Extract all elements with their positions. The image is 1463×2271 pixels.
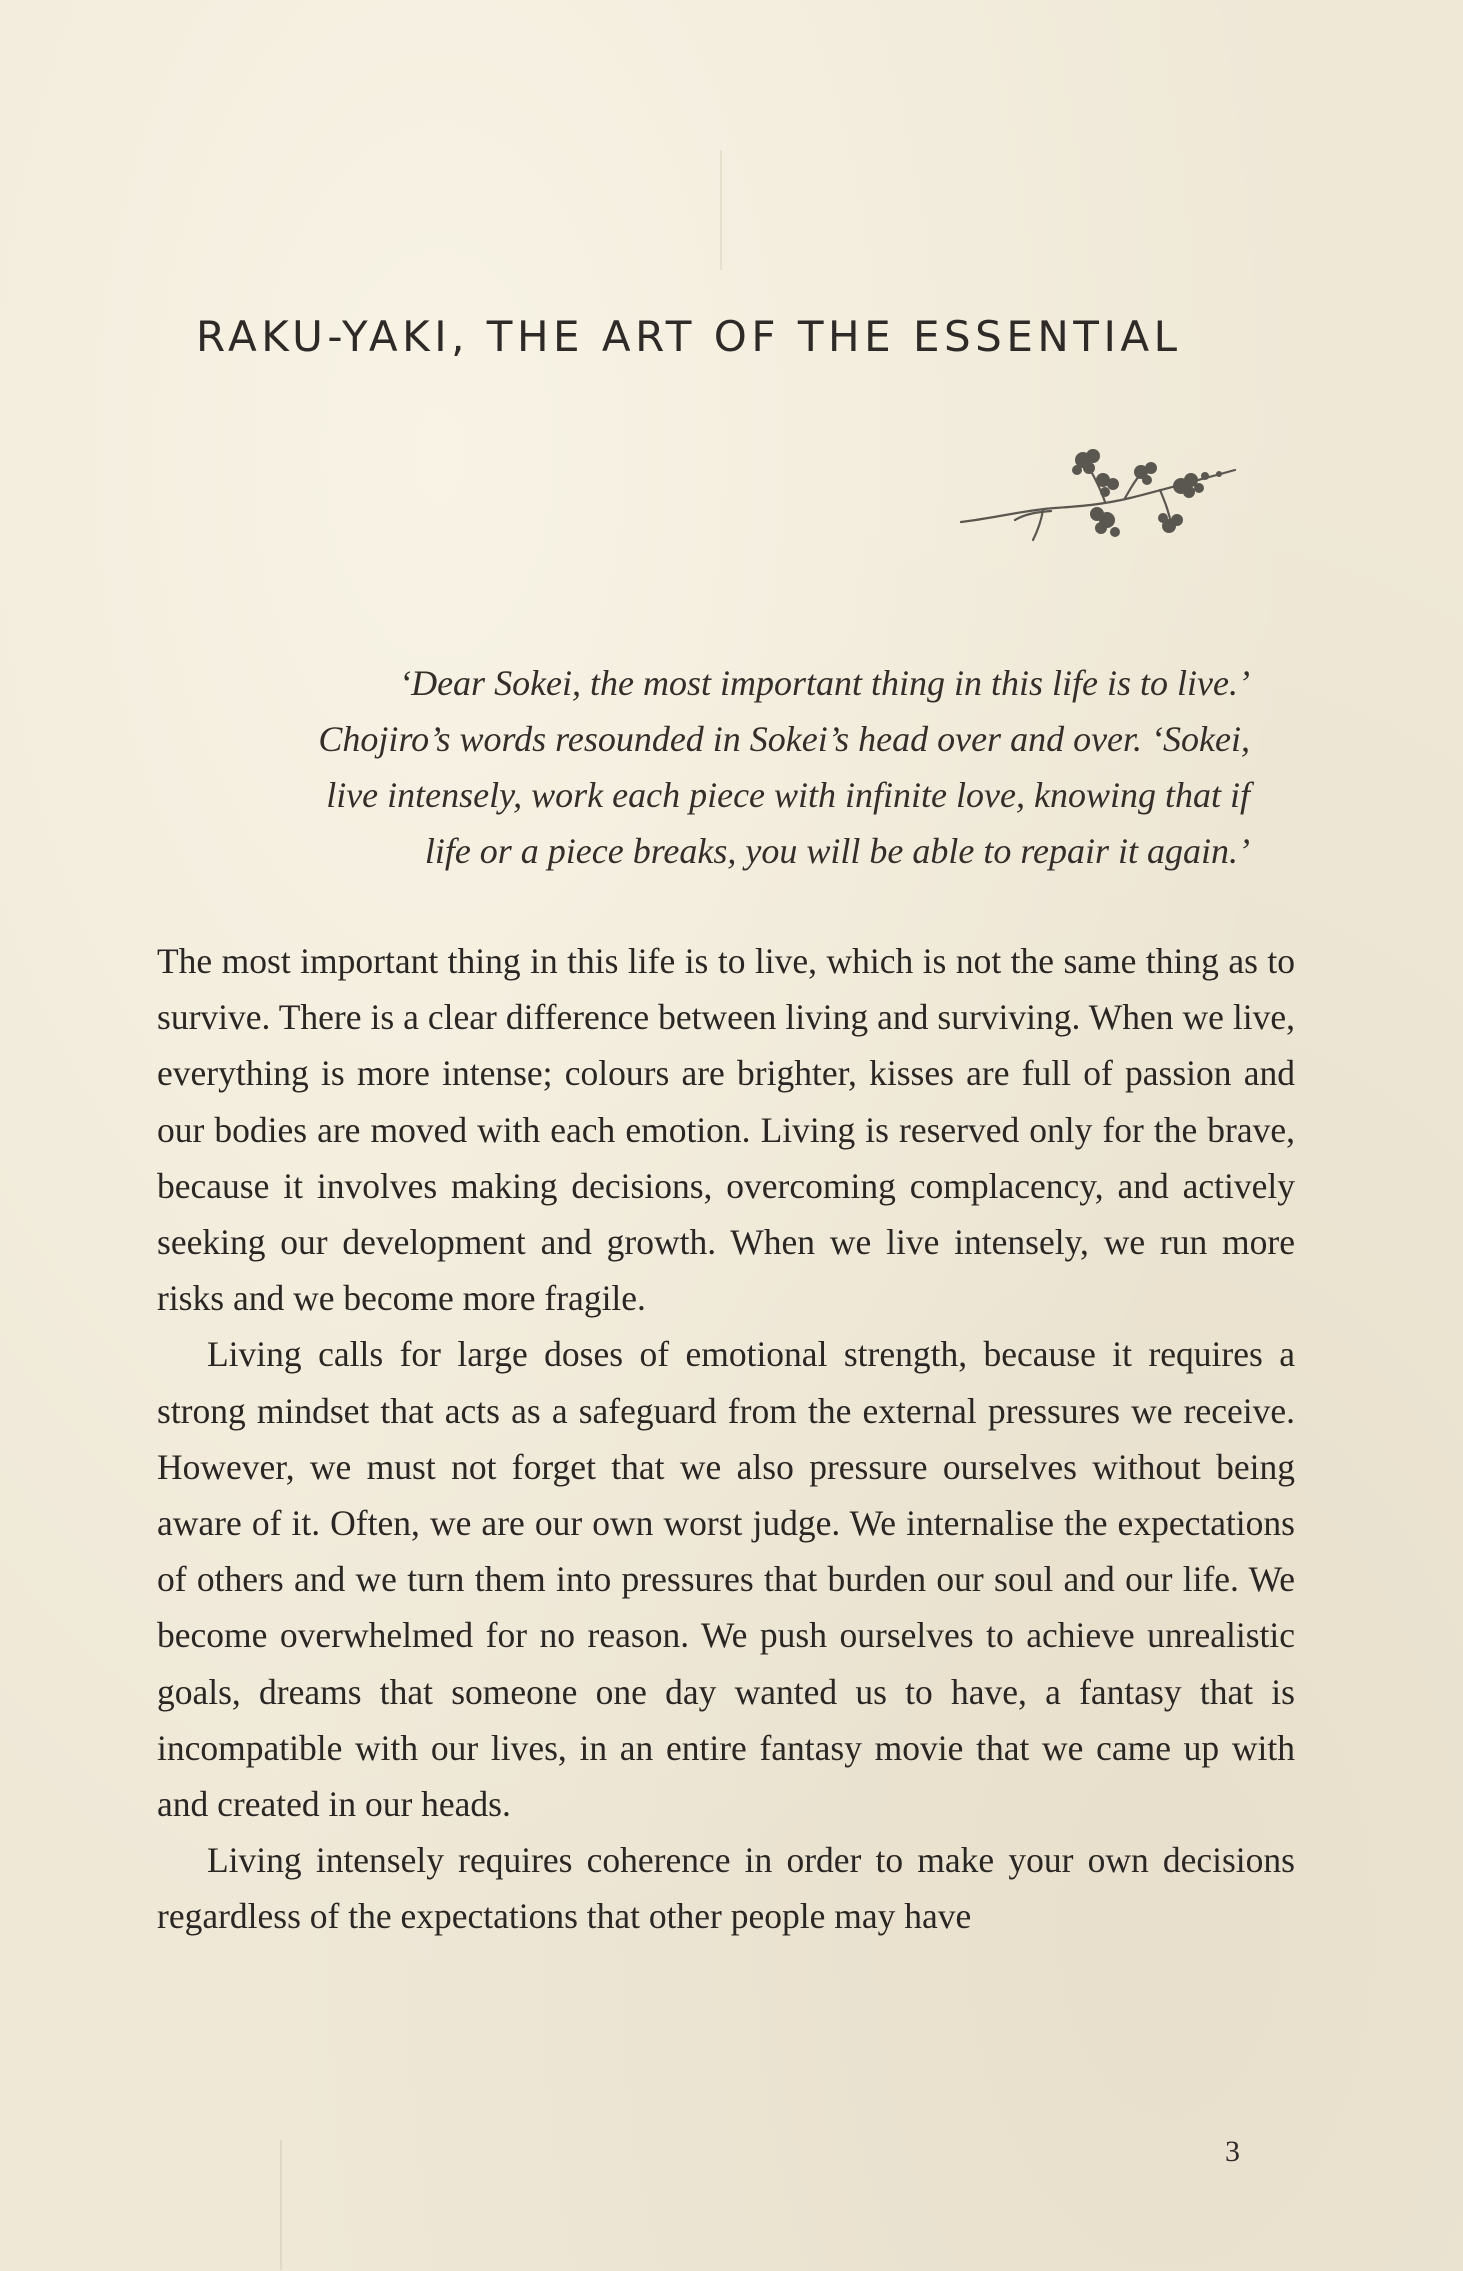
page-crease bbox=[720, 150, 722, 270]
epigraph bbox=[200, 655, 1250, 879]
page-crease bbox=[280, 2140, 282, 2270]
epigraph-line: life or a piece breaks, you will be able to repair it again.’ bbox=[424, 831, 1250, 871]
cherry-blossom-branch-icon bbox=[955, 440, 1245, 570]
epigraph-line: live intensely, work each piece with infinite love, knowing that if bbox=[326, 775, 1250, 815]
paragraph: Living intensely requires coherence in order to make your own decisions regardless of the expectations that other people may have bbox=[157, 1840, 1295, 1937]
page-number: 3 bbox=[1225, 2135, 1240, 2168]
paragraph: Living calls for large doses of emotional strength, because it requires a strong mindset that acts as a safeguard from the external pressures we receive. However, we must not forget that we also pressure ourselves without being aware of it. Often, we are our own worst judge. We internalise the expectations of others and we turn them into pressures that burden our soul and our life. We become overwhelmed for no reason. We push ourselves to achieve unrealistic goals, dreams that someone one day wanted us to have, a fantasy that is incompatible with our lives, in an entire fantasy movie that we came up with and created in our heads. bbox=[157, 1334, 1295, 1825]
body-text bbox=[157, 933, 1295, 1945]
epigraph-line: ‘Dear Sokei, the most important thing in this life is to live.’ bbox=[399, 663, 1250, 703]
chapter-title: RAKU-YAKI, THE ART OF THE ESSENTIAL bbox=[196, 312, 1182, 361]
paragraph: The most important thing in this life is to live, which is not the same thing as to survive. There is a clear difference between living and surviving. When we live, everything is more intense; colours are brighter, kisses are full of passion and our bodies are moved with each emotion. Living is reserved only for the brave, because it involves making decisions, overcoming complacency, and actively seeking our development and growth. When we live intensely, we run more risks and we become more fragile. bbox=[157, 941, 1295, 1319]
epigraph-line: Chojiro’s words resounded in Sokei’s head over and over. ‘Sokei, bbox=[318, 719, 1250, 759]
